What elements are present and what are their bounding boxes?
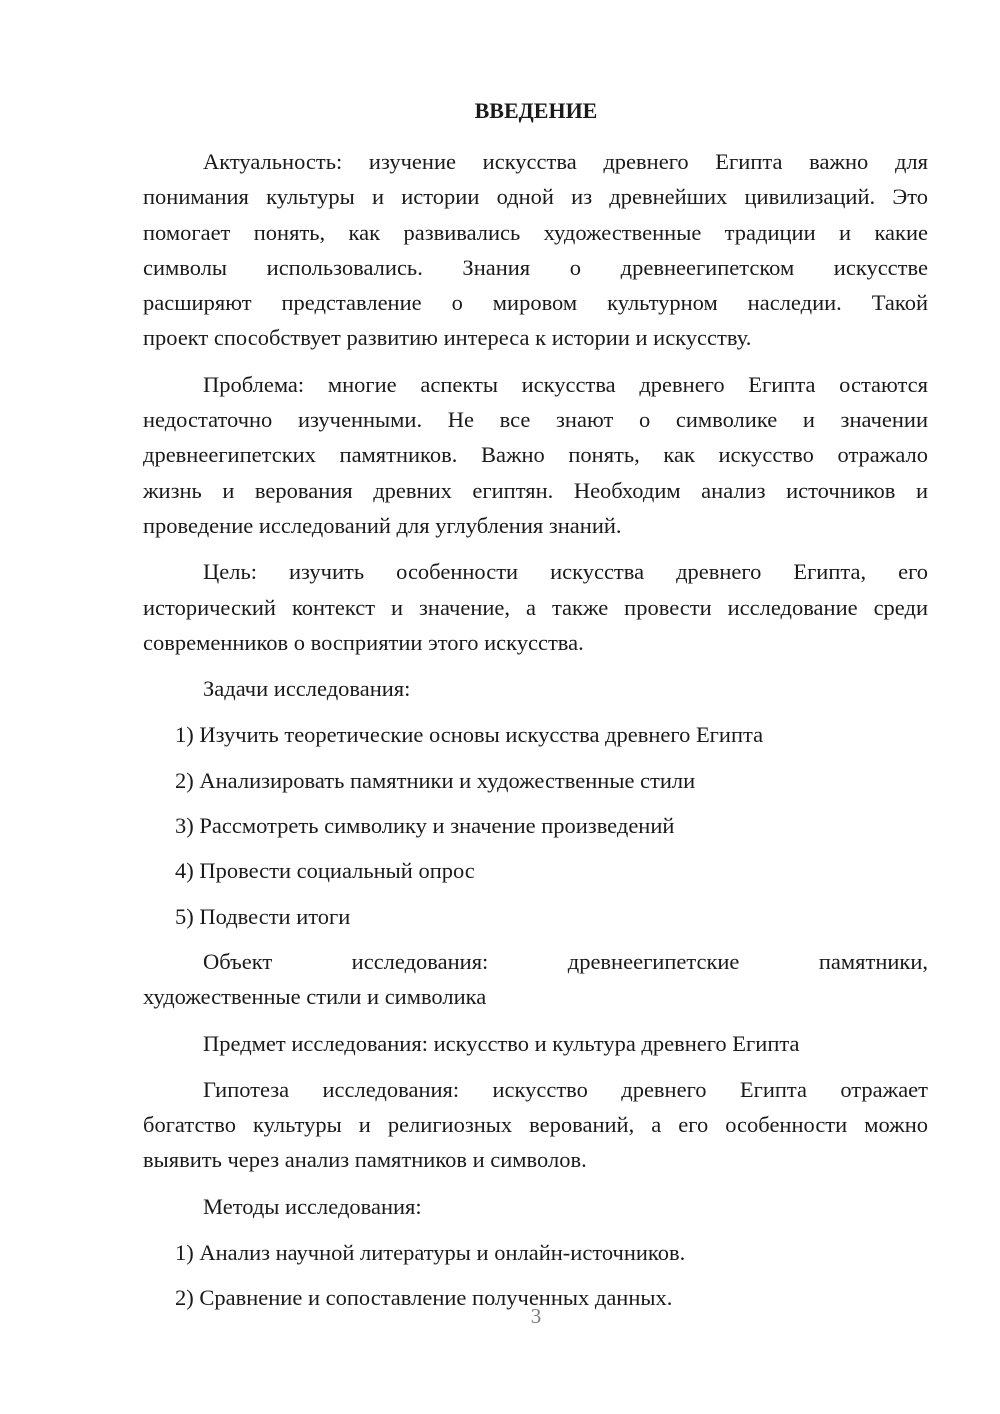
- problem-paragraph: [143, 367, 928, 543]
- text-line: проект способствует развитию интереса к истории и искусству.: [143, 325, 752, 351]
- text-line: выявить через анализ памятников и символов.: [143, 1147, 587, 1173]
- text-line: Методы исследования:: [203, 1193, 422, 1219]
- text-line: помогает понять, как развивались художественные традиции и какие: [143, 219, 928, 245]
- list-item: 2) Анализировать памятники и художественные стили: [175, 767, 696, 793]
- tasks-list: [143, 717, 928, 943]
- list-item: 3) Рассмотреть символику и значение произведений: [175, 813, 675, 839]
- text-line: расширяют представление о мировом культурном наследии. Такой: [143, 290, 928, 316]
- document-body: [143, 144, 928, 1326]
- list-item: 1) Изучить теоретические основы искусства древнего Египта: [175, 722, 764, 748]
- text-line: жизнь и верования древних египтян. Необходим анализ источников и: [143, 477, 928, 503]
- text-line: Объект исследования: древнеегипетские памятники,: [203, 948, 928, 974]
- text-line: Предмет исследования: искусство и культура древнего Египта: [203, 1030, 800, 1056]
- text-line: современников о восприятии этого искусства.: [143, 629, 584, 655]
- hypothesis-paragraph: [143, 1072, 928, 1178]
- text-line: Цель: изучить особенности искусства древнего Египта, его: [203, 559, 928, 585]
- page-title: ВВЕДЕНИЕ: [474, 98, 598, 123]
- text-line: богатство культуры и религиозных верований, а его особенности можно: [143, 1112, 928, 1138]
- text-line: Задачи исследования:: [203, 676, 411, 702]
- text-line: символы использовались. Знания о древнеегипетском искусстве: [143, 254, 928, 280]
- text-line: понимания культуры и истории одной из древнейших цивилизаций. Это: [143, 184, 928, 210]
- text-line: Гипотеза исследования: искусство древнего Египта отражает: [203, 1076, 928, 1102]
- methods-heading: [143, 1189, 928, 1224]
- text-line: недостаточно изученными. Не все знают о символике и значении: [143, 407, 928, 433]
- list-item: 2) Сравнение и сопоставление полученных данных.: [175, 1285, 673, 1311]
- relevance-paragraph: [143, 144, 928, 356]
- subject-paragraph: [143, 1026, 928, 1061]
- list-item: 5) Подвести итоги: [175, 903, 351, 929]
- list-item: 4) Провести социальный опрос: [175, 858, 475, 884]
- list-item: 1) Анализ научной литературы и онлайн-источников.: [175, 1240, 686, 1266]
- text-line: Актуальность: изучение искусства древнего Египта важно для: [203, 149, 928, 174]
- text-line: проведение исследований для углубления знаний.: [143, 512, 622, 538]
- text-line: Проблема: многие аспекты искусства древнего Египта остаются: [203, 371, 928, 397]
- goal-paragraph: [143, 554, 928, 660]
- page-number: 3: [530, 1304, 542, 1328]
- object-paragraph: [143, 944, 928, 1015]
- text-line: исторический контекст и значение, а также провести исследование среди: [143, 594, 928, 620]
- text-line: древнеегипетских памятников. Важно понять, как искусство отражало: [143, 442, 928, 468]
- text-line: художественные стили и символика: [143, 984, 487, 1010]
- tasks-heading: [143, 671, 928, 706]
